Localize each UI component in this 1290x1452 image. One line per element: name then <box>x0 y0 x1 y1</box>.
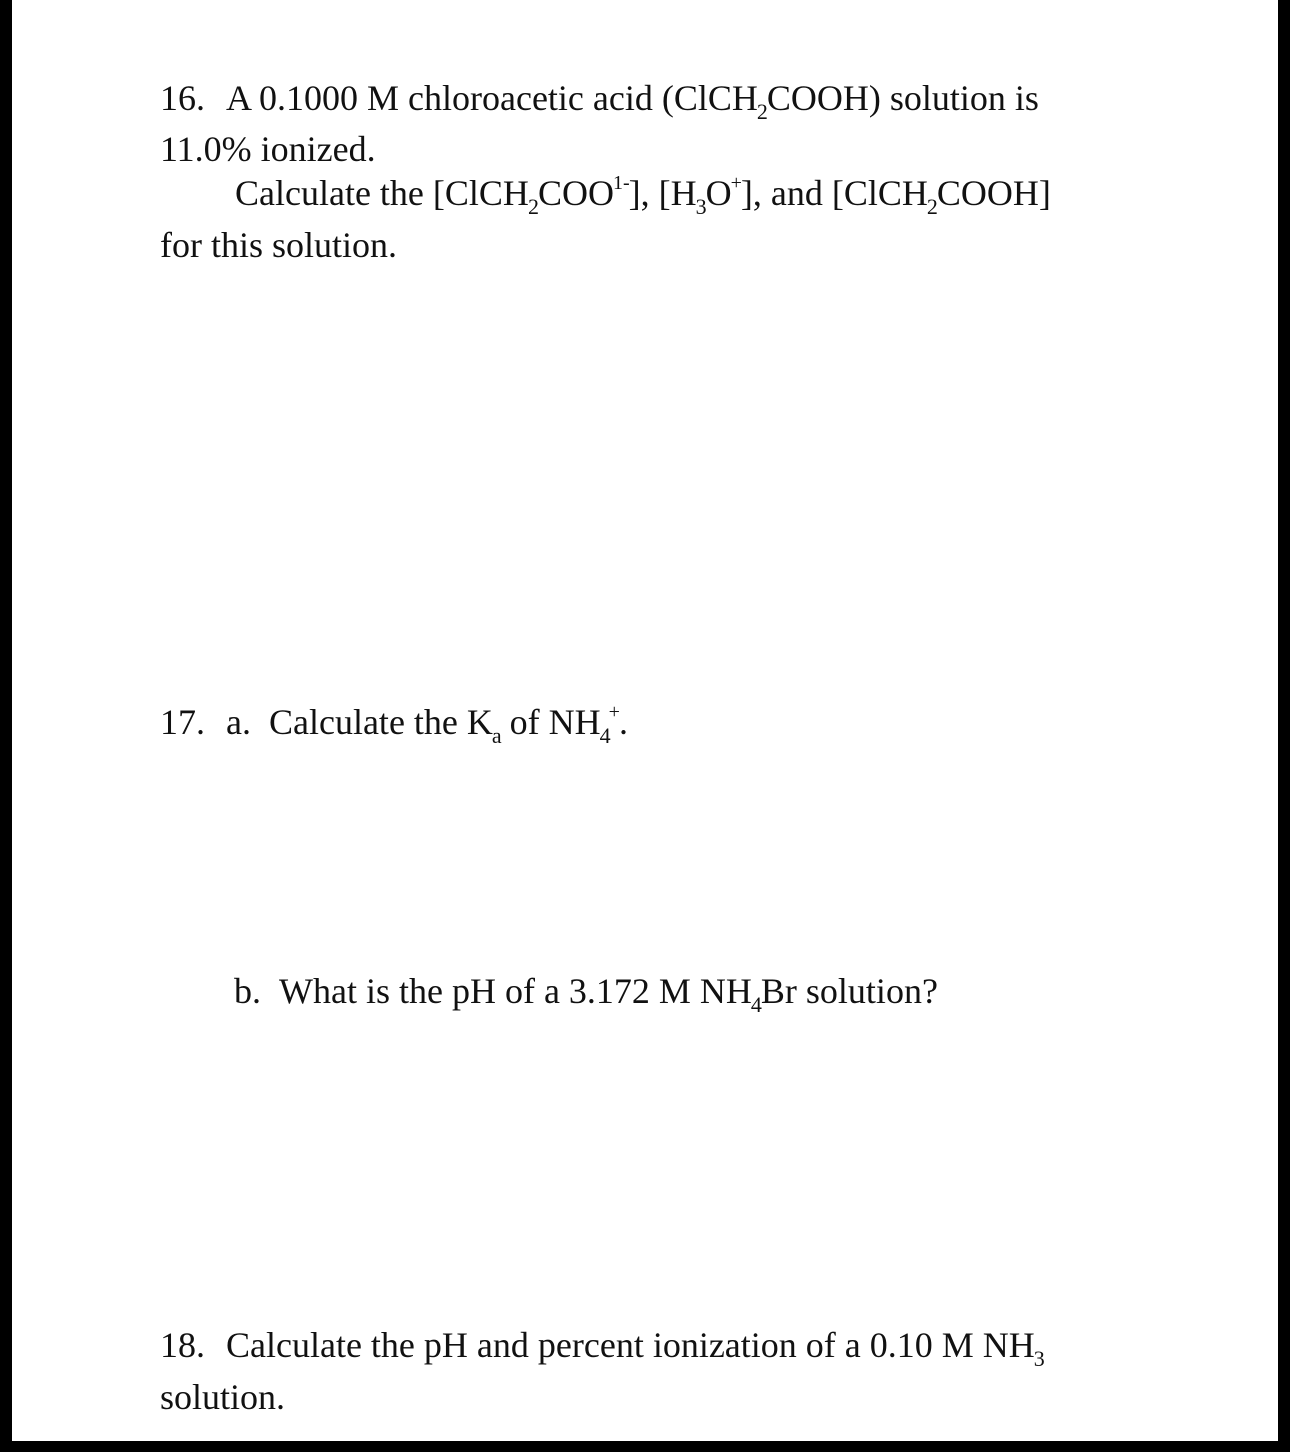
q17a-line: 17. a. Calculate the $K_a$ of $NH_4^+$. <box>160 701 628 748</box>
q16-line-3: Calculate the $[ClCH_2COO^{1-}]$, $[H_3O^+]$, and [ClCH$_2$COOH] <box>235 172 1051 219</box>
worksheet-page <box>12 0 1278 1441</box>
q16-line-4: for this solution. <box>160 225 398 265</box>
q18-line-1: 18. Calculate the pH and percent ionization of a 0.10 M $NH_3$ <box>160 1325 1045 1371</box>
q18-line-2: solution. <box>160 1377 286 1417</box>
q17b-label: b. <box>234 971 261 1011</box>
q17-number: 17. <box>160 702 205 742</box>
q16-line-1: 16. A 0.1000 M chloroacetic acid (ClCH$_2$COOH) solution is <box>160 78 1039 124</box>
q17b-line: b. What is the pH of a 3.172 M $NH_4Br$ solution? <box>234 971 938 1017</box>
q16-number: 16. <box>160 78 205 118</box>
q17a-label: a. <box>226 702 251 742</box>
q16-line-2: 11.0% ionized. <box>160 129 376 169</box>
q18-number: 18. <box>160 1325 205 1365</box>
